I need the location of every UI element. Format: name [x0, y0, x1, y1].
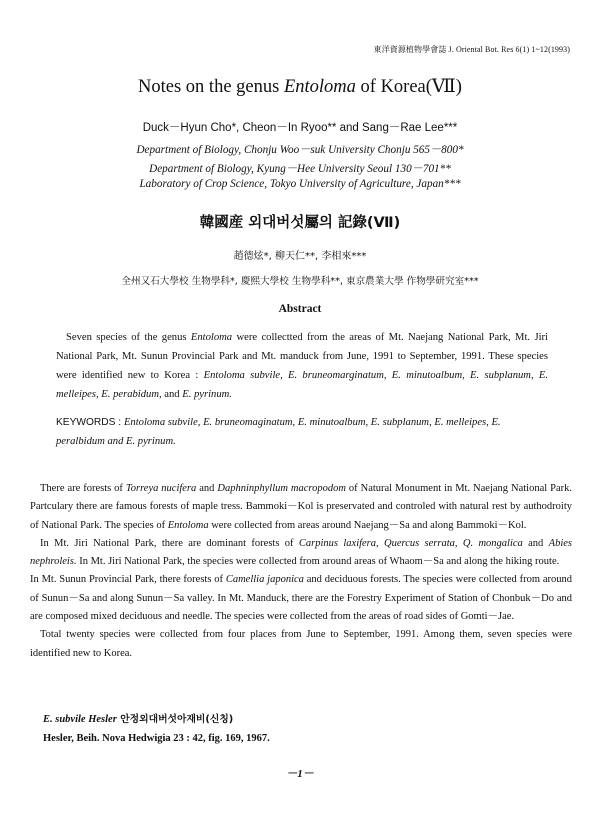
title-suffix: of Korea(Ⅶ): [355, 77, 462, 97]
body-paragraph-3: [30, 571, 572, 626]
affiliation-3: Laboratory of Crop Science, Tokyo University of Agriculture, Japan***: [139, 178, 461, 190]
p3-text-a: In Mt. Sunun Provincial Park, there forests of: [30, 574, 226, 586]
species-entry: [43, 710, 270, 748]
p2-text-c: and: [522, 537, 549, 549]
p2-taxon-abies: Abies nephroleis.: [30, 537, 572, 568]
p1-text-c: and: [196, 483, 218, 494]
p2-text-a: In Mt. Jiri National Park, there are dominant forests of: [40, 537, 299, 549]
korean-authors: 趙德炫*, 柳天仁**, 李相來***: [233, 251, 367, 262]
p1-text-g: were collected from areas around Naejang－Sa and along Bammoki－Kol.: [208, 519, 527, 531]
body-paragraph-4: Total twenty species were collected from four places from June to September, 1991. Among them, seven species were identified new to Korea.: [30, 629, 572, 659]
journal-header: 東洋資源植物學會誌 J. Oriental Bot. Res 6(1) 1~12(1993): [373, 45, 570, 54]
p1-text-a: There are forests of: [40, 483, 126, 494]
p1-taxon-torreya: Torreya nucifera: [125, 483, 197, 494]
abstract-text: [56, 328, 548, 404]
title-genus: Entoloma: [283, 77, 356, 97]
body-text: [30, 480, 572, 663]
korean-affiliations: 全州又石大學校 生物學科*, 慶熙大學校 生物學科**, 東京農業大學 作物學研究室***: [121, 276, 479, 287]
korean-title: 韓國産 외대버섯屬의 記錄(Ⅶ): [199, 215, 401, 231]
paper-title: [0, 76, 600, 98]
abstract-part-3: and: [161, 389, 183, 400]
author-list: Duck－Hyun Cho*, Cheon－In Ryoo** and Sang－Rae Lee***: [142, 122, 458, 134]
p1-taxon-daphniphyllum: Daphninphyllum macropodom: [217, 483, 346, 494]
title-prefix: Notes on the genus: [138, 77, 284, 97]
abstract-part-2: were collectted from the areas of Mt. Naejang National Park, Mt. Jiri National Park, Mt. Sunun Provincial Park and Mt. manduck from June, 1991 to September, 1991. These species were identified new to Korea :: [56, 332, 548, 381]
species-name: E. subvile Hesler: [43, 714, 117, 725]
abstract-part-1: Seven species of the genus: [66, 332, 191, 343]
p2-taxa: Carpinus laxifera, Quercus serrata, Q. mongalica: [298, 537, 523, 549]
abstract-species-list: Entoloma subvile, E. bruneomarginatum, E. minutoalbum, E. subplanum, E. melleipes, E. perabidum,: [56, 370, 548, 400]
keywords: [56, 414, 548, 451]
p3-taxon-camellia: Camellia japonica: [225, 574, 304, 586]
body-paragraph-2: [30, 535, 572, 572]
abstract-last-species: E. pyrinum.: [182, 389, 232, 400]
page-number: －1－: [286, 768, 314, 780]
p1-text-e: of Natural Monument in Mt. Naejang National Park. Partculary there are famous forests of maple tress. Bammoki－Kol is preservated and controled with natural rest by authodroity of National Park. The species of: [30, 483, 572, 531]
p3-text-c: and deciduous forests. The species were collected from around of Sunun－Sa and along Sunun－Sa valley. In Mt. Manduck, there are the Forestry Experiment of Station of Chonbuk－Do and are composed mixed deciduous and needle. The species were collected from the areas of road sides of Gomti－Jae.: [30, 574, 572, 623]
affiliation-2: Department of Biology, Kyung－Hee University Seoul 130－701**: [149, 163, 451, 175]
species-reference: Hesler, Beih. Nova Hedwigia 23 : 42, fig. 169, 1967.: [43, 733, 270, 744]
species-heading: [43, 710, 270, 729]
p1-genus: Entoloma: [167, 519, 209, 531]
keywords-label: KEYWORDS :: [56, 417, 124, 428]
affiliation-1: Department of Biology, Chonju Woo－suk University Chonju 565－800*: [136, 144, 464, 156]
body-paragraph-1: [30, 480, 572, 535]
abstract-heading: Abstract: [278, 303, 322, 315]
species-korean-name: 안정외대버섯아재비(신칭): [116, 714, 234, 725]
abstract-genus: Entoloma: [190, 332, 233, 343]
p2-text-e: In Mt. Jiri National Park, the species were collected from around areas of Whaom－Sa and along the hiking route.: [76, 556, 560, 568]
keywords-terms: Entoloma subvile, E. bruneomaginatum, E. minutoalbum, E. subplanum, E. melleipes, E. peralbidum and E. pyrinum.: [56, 417, 501, 447]
